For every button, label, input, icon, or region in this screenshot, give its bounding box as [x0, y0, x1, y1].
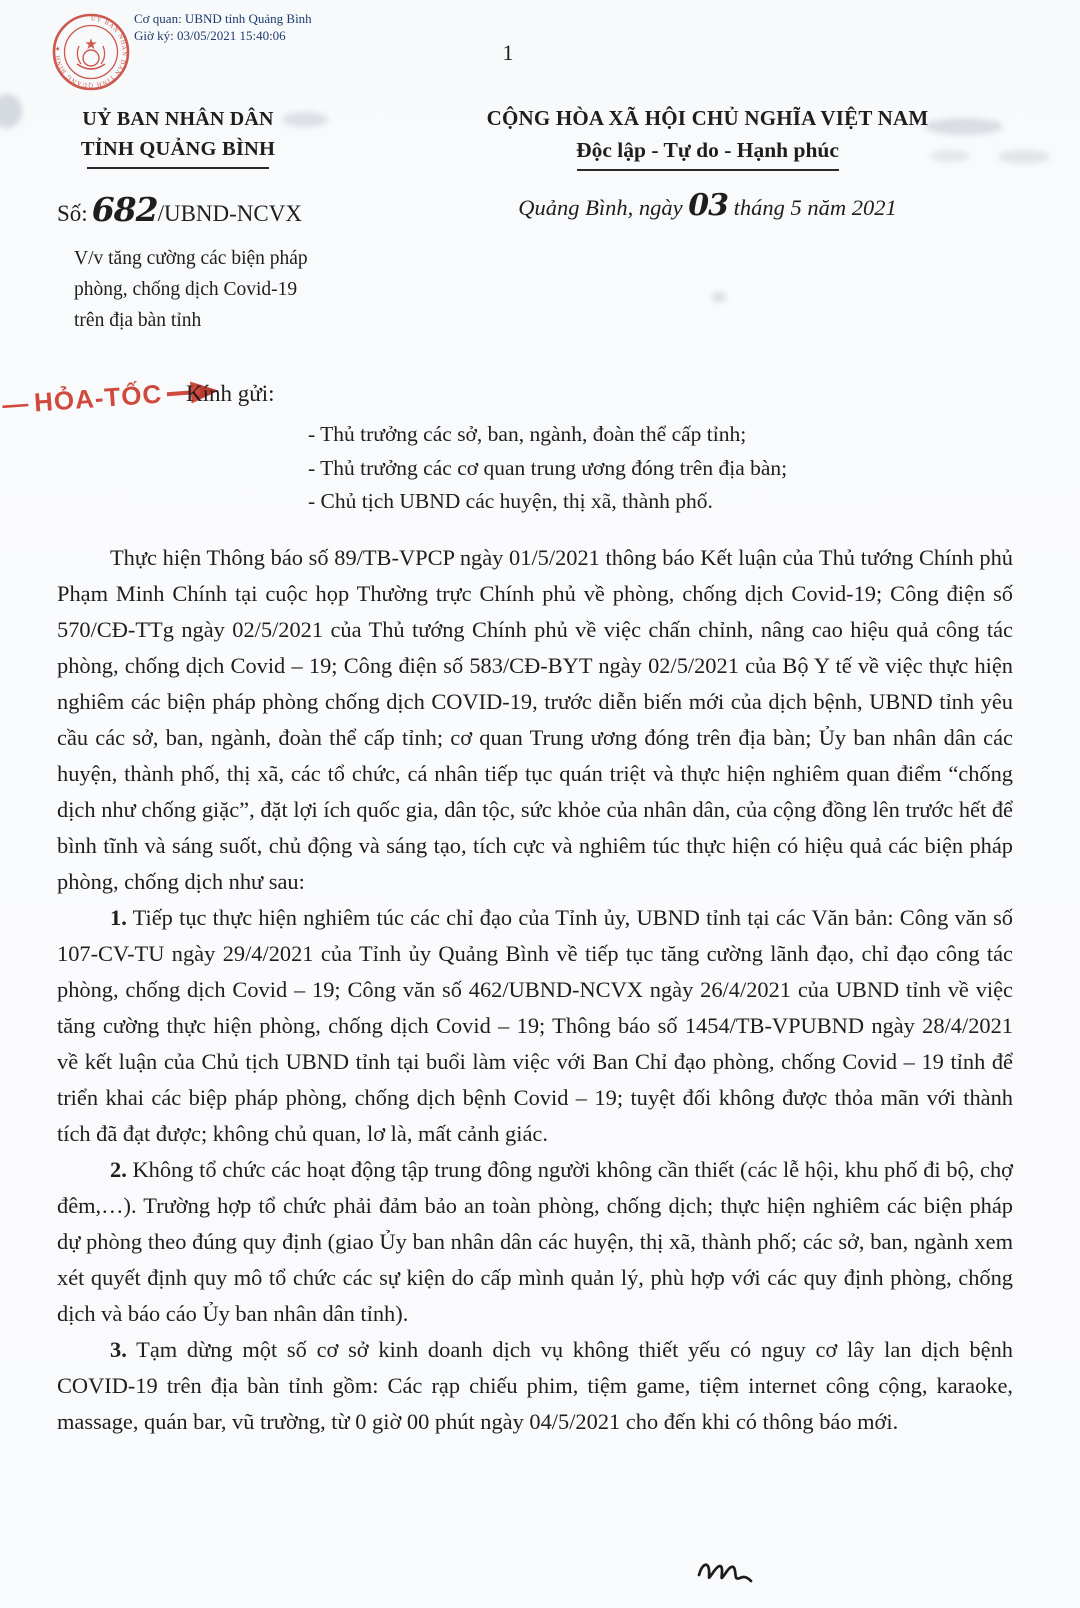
paragraph-text: Tiếp tục thực hiện nghiêm túc các chỉ đạo của Tỉnh ủy, UBND tỉnh tại các Văn bản: Công văn số 107-CV-TU ngày 29/4/2021 của Tỉnh ủy Quảng Bình về tiếp tục tăng cường lãnh đạo, chỉ đạo công tác phòng, chống dịch Covid – 19; Công văn số 462/UBND-NCVX ngày 26/4/2021 của UBND tỉnh về việc tăng cường thực hiện phòng, chống dịch Covid – 19; Thông báo số 1454/TB-VPUBND ngày 28/4/2021 về kết luận của Chủ tịch UBND tỉnh tại buổi làm việc với Ban Chỉ đạo phòng, chống Covid – 19 tỉnh để triển khai các biệp pháp phòng, chống dịch bệnh Covid – 19; tuyệt đối không được thỏa mãn với thành tích đã đạt được; không chủ quan, lơ là, mất cảnh giác. — [57, 905, 1013, 1146]
recipient-item: - Chủ tịch UBND các huyện, thị xã, thành phố. — [308, 489, 713, 513]
national-motto-line2: Độc lập - Tự do - Hạnh phúc — [576, 138, 839, 162]
page-number: 1 — [502, 40, 514, 65]
place-and-date — [425, 188, 990, 223]
body-paragraph-intro — [57, 540, 1013, 900]
issuer-name-line2: TỈNH QUẢNG BÌNH — [80, 138, 276, 160]
subject-line: trên địa bàn tỉnh — [74, 310, 202, 331]
scan-artifact — [712, 292, 726, 302]
paragraph-number: 1. — [110, 905, 127, 930]
signature-time: Giờ ký: 03/05/2021 15:40:06 — [134, 27, 286, 43]
stamp-label: HỎA-TỐC — [33, 378, 164, 418]
document-number-suffix: /UBND-NCVX — [157, 201, 302, 226]
issuer-header — [52, 108, 304, 169]
paragraph-number: 3. — [110, 1337, 127, 1362]
paragraph-text: Tạm dừng một số cơ sở kinh doanh dịch vụ không thiết yếu có nguy cơ lây lan dịch bệnh COVID-19 trên địa bàn tỉnh gồm: Các rạp chiếu phim, tiệm game, tiệm internet công cộng, karaoke, massage, quán bar, vũ trường, từ 0 giờ 00 phút ngày 04/5/2021 cho đến khi có thông báo mới. — [57, 1337, 1013, 1434]
seal-star-icon: ★ — [84, 37, 98, 53]
official-seal-icon — [50, 6, 132, 98]
place-date-prefix: Quảng Bình, ngày — [518, 195, 683, 220]
issuer-name-line1: UỶ BAN NHÂN DÂN — [82, 108, 274, 130]
paragraph-number: 2. — [110, 1157, 127, 1182]
digital-signature-info — [134, 11, 312, 44]
date-day-handwritten: 03 — [688, 188, 728, 223]
document-subject — [74, 243, 308, 336]
subject-line: phòng, chống dịch Covid-19 — [74, 279, 298, 300]
national-motto-line1: CỘNG HÒA XÃ HỘI CHỦ NGHĨA VIỆT NAM — [486, 106, 929, 130]
recipient-item: - Thủ trưởng các sở, ban, ngành, đoàn thể cấp tỉnh; — [308, 422, 747, 446]
scan-artifact — [998, 150, 1050, 164]
body-paragraph-2 — [57, 1152, 1013, 1332]
recipient-list — [308, 418, 787, 519]
signature-agency: Cơ quan: UBND tỉnh Quảng Bình — [134, 11, 312, 26]
body-paragraph-3 — [57, 1332, 1013, 1440]
stamp-dash: — — [1, 387, 31, 420]
issuer-underline — [87, 167, 269, 169]
paragraph-text: Thực hiện Thông báo số 89/TB-VPCP ngày 01/5/2021 thông báo Kết luận của Thủ tướng Chính phủ Phạm Minh Chính tại cuộc họp Thường trực Chính phủ về phòng, chống dịch Covid-19; Công điện số 570/CĐ-TTg ngày 02/5/2021 của Thủ tướng Chính phủ về việc chấn chỉnh, nâng cao hiệu quả công tác phòng, chống dịch Covid – 19; Công điện số 583/CĐ-BYT ngày 02/5/2021 của Bộ Y tế về việc thực hiện nghiêm các biện pháp phòng chống dịch COVID-19, trước diễn biến mới của dịch bệnh, UBND tỉnh yêu cầu các sở, ban, ngành, đoàn thể cấp tỉnh; cơ quan Trung ương đóng trên địa bàn; Ủy ban nhân dân các huyện, thành phố, thị xã, các tổ chức, cá nhân tiếp tục quán triệt và thực hiện nghiêm quan điểm “chống dịch như chống giặc”, đặt lợi ích quốc gia, dân tộc, sức khỏe của nhân dân, của cộng đồng lên trước hết để bình tĩnh và sáng suốt, chủ động và sáng tạo, tích cực và nghiêm túc thực hiện có hiệu quả các biện pháp phòng, chống dịch như sau: — [57, 545, 1013, 894]
scan-artifact — [0, 94, 22, 128]
paragraph-text: Không tổ chức các hoạt động tập trung đông người không cần thiết (các lễ hội, khu phố đi bộ, chợ đêm,…). Trường hợp tổ chức phải đảm bảo an toàn phòng, chống dịch; thực hiện nghiêm các biện pháp dự phòng theo đúng quy định (giao Ủy ban nhân dân các huyện, thị xã, thành phố; các sở, ban, ngành xem xét quyết định quy mô tổ chức các sự kiện do cấp mình quản lý, phù hợp với các quy định phòng, chống dịch và báo cáo Ủy ban nhân dân tỉnh). — [57, 1157, 1013, 1326]
document-number-label: Số: — [57, 201, 88, 226]
subject-line: V/v tăng cường các biện pháp — [74, 248, 308, 269]
document-number-handwritten: 682 — [91, 190, 158, 229]
seal-ring-text: UỶ BAN NHÂN DÂN TỈNH QUẢNG BÌNH ★ — [54, 15, 128, 89]
salutation: Kính gửi: — [186, 381, 275, 406]
document-number — [57, 190, 302, 229]
body-paragraph-1 — [57, 900, 1013, 1152]
national-header — [425, 106, 990, 223]
document-body — [57, 540, 1013, 1440]
place-date-suffix: tháng 5 năm 2021 — [733, 195, 897, 220]
handwritten-initials — [693, 1543, 777, 1591]
motto-underline — [577, 169, 839, 171]
recipient-item: - Thủ trưởng các cơ quan trung ương đóng trên địa bàn; — [308, 455, 788, 480]
